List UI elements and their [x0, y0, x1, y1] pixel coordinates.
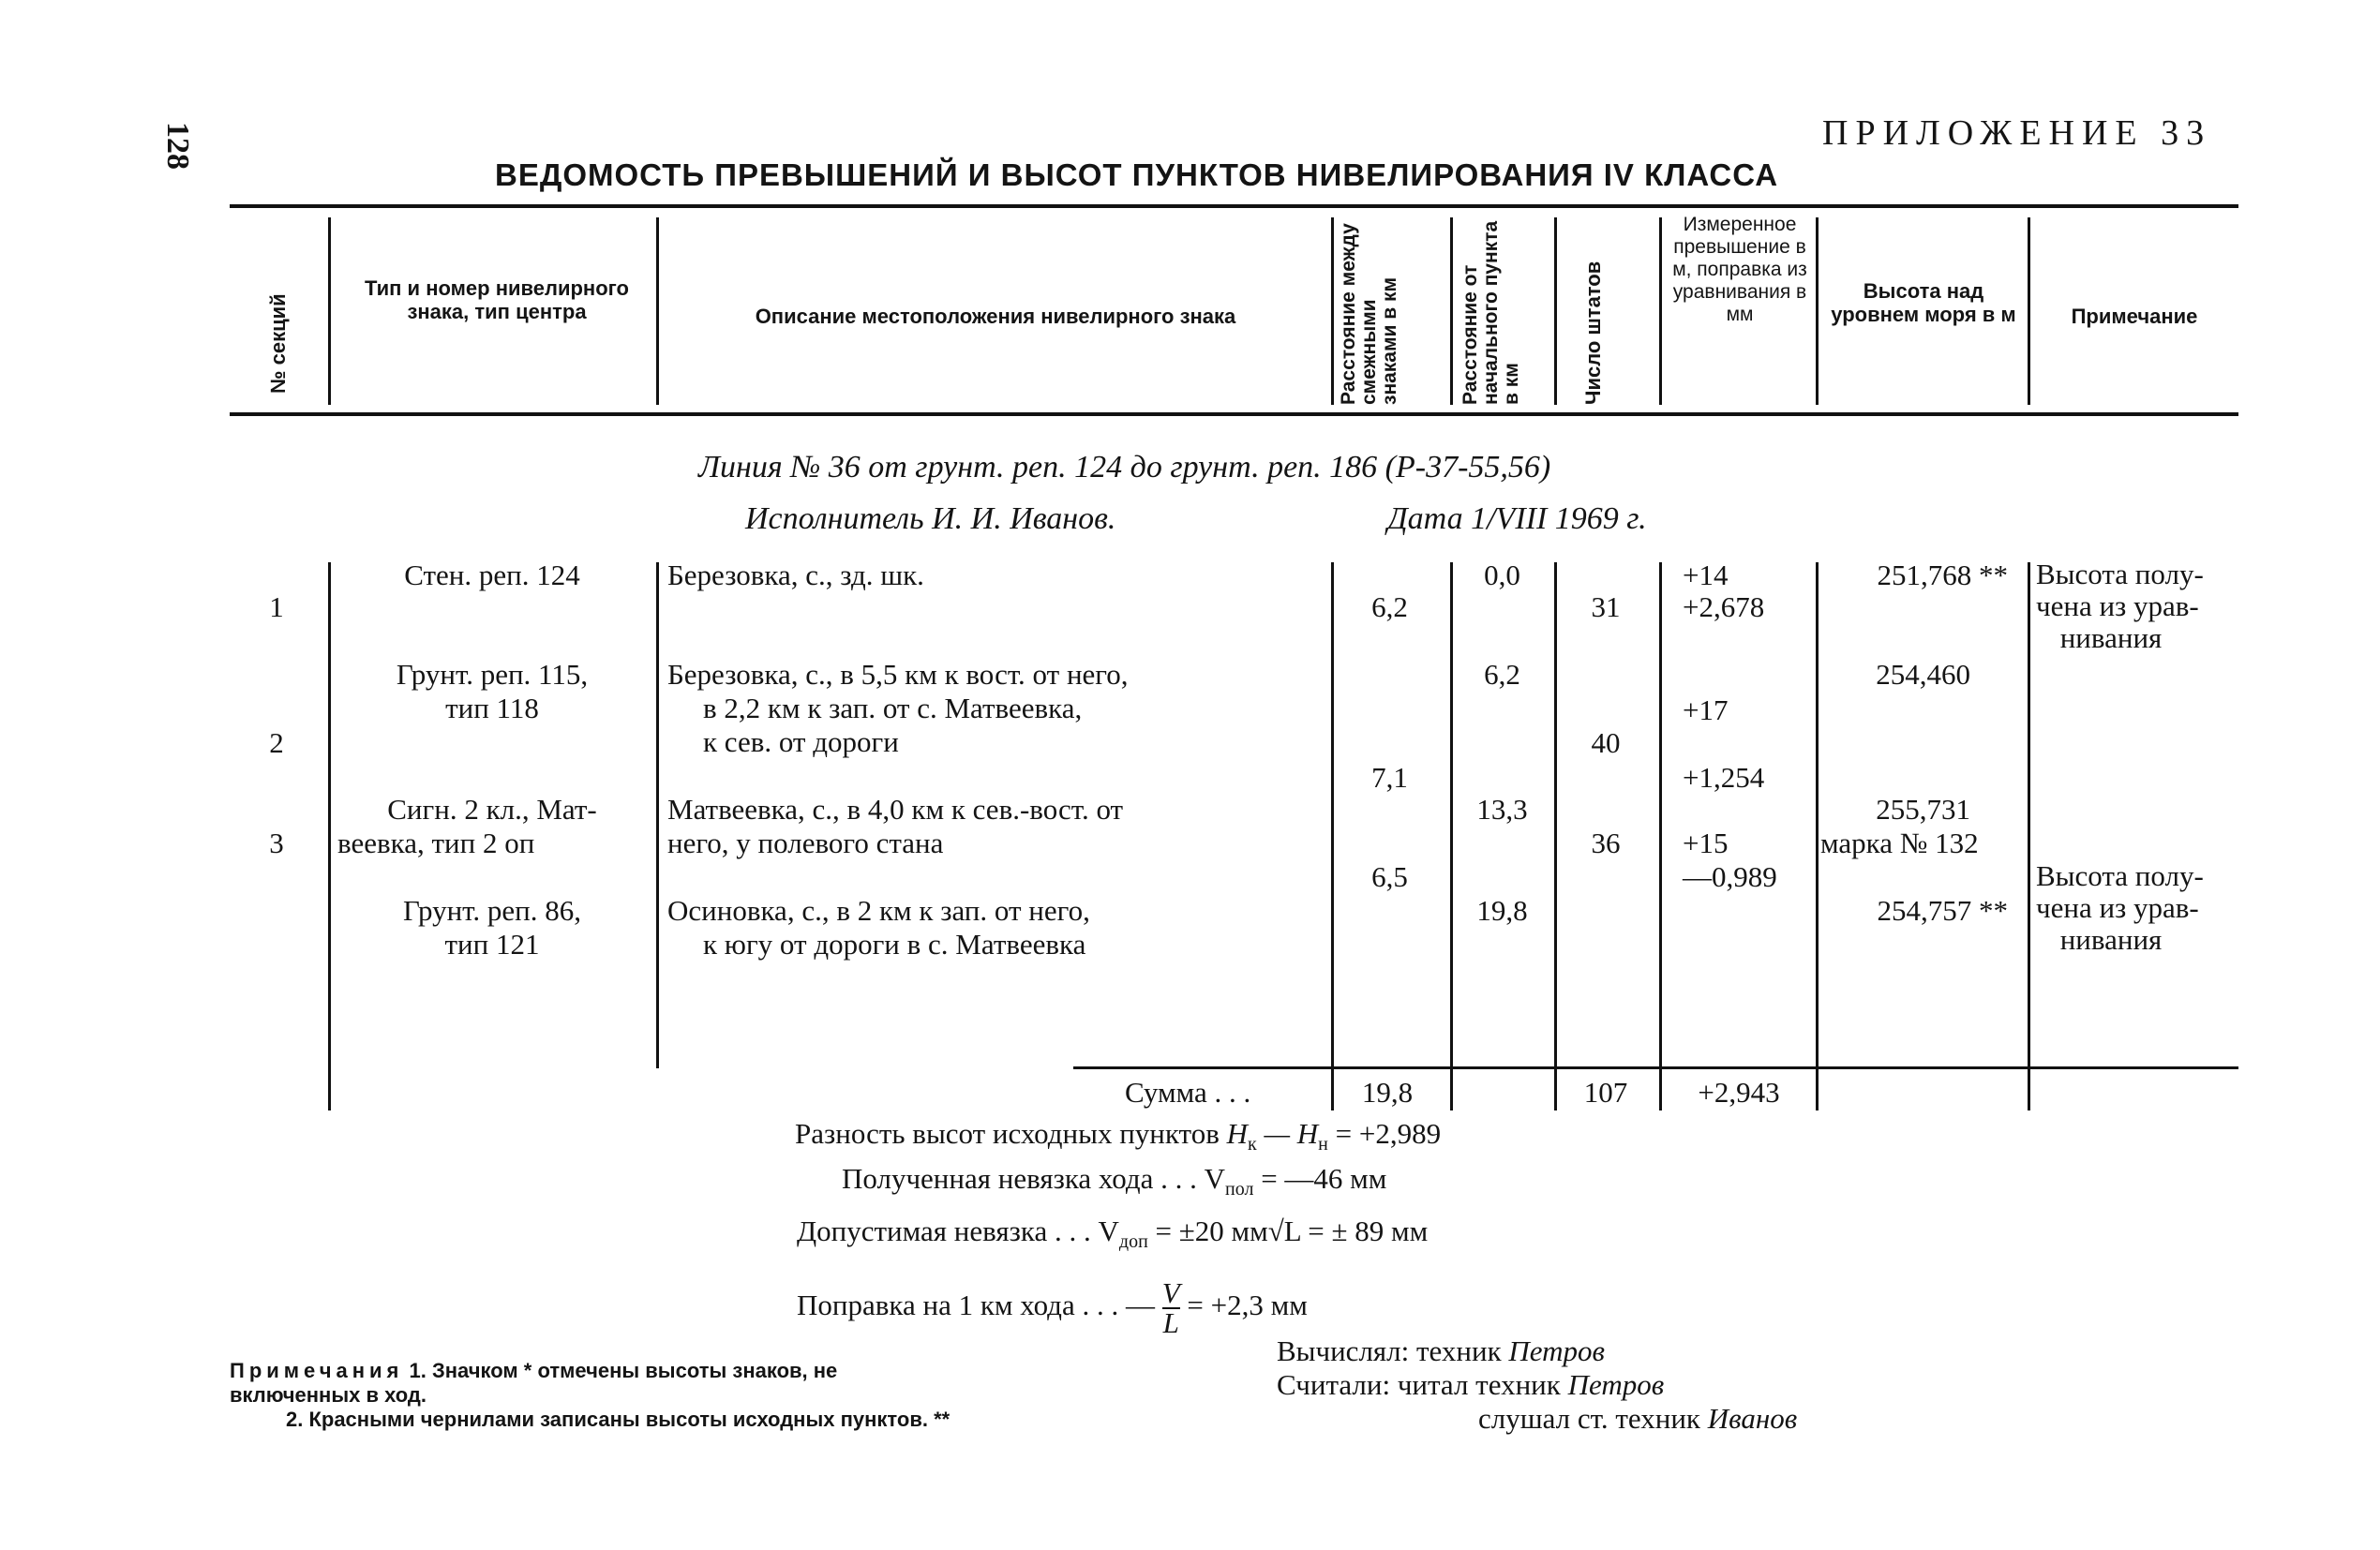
header-distance-between: Расстояние между смежными знаками в км — [1338, 223, 1400, 405]
page-number: 128 — [160, 122, 195, 170]
totals-rule — [1073, 1066, 2238, 1069]
totals-label: Сумма . . . — [1125, 1076, 1251, 1109]
section-elevation: +1,254 — [1683, 761, 1765, 794]
header-sections: № секций — [266, 293, 290, 394]
executor: Исполнитель И. И. Иванов. — [745, 501, 1116, 536]
body-col-sep — [328, 562, 331, 1110]
header-bottom-rule — [230, 412, 2238, 416]
header-description: Описание местоположения нивелирного знака — [755, 305, 1236, 328]
section-distance: 7,1 — [1371, 761, 1408, 794]
height-difference: Разность высот исходных пунктов $H_к$ — $H_н = +2,989$ — [795, 1117, 1442, 1155]
notes: Примечания 1. Значком * отмечены высоты знаков, не включенных в ход. 2. Красными чернилами записаны высоты исходных пунктов. ** — [230, 1359, 951, 1431]
header-mark-type: Тип и номер нивелирного знака, тип центра — [365, 276, 629, 323]
section-number: 1 — [269, 590, 284, 623]
body-col-sep — [1450, 562, 1453, 1110]
header-col-sep — [1816, 217, 1819, 405]
mark-distance-from-start: 19,8 — [1476, 894, 1528, 927]
body-col-sep — [2028, 562, 2030, 1110]
mark-height: 255,731 марка № 132 — [1820, 793, 1979, 859]
mark-type: Грунт. реп. 115, тип 118 — [396, 658, 589, 724]
body-col-sep — [656, 562, 659, 1068]
header-col-sep — [2028, 217, 2030, 405]
mark-note: Высота полу- чена из урав- нивания — [2036, 558, 2204, 654]
mark-description: Осиновка, с., в 2 км к зап. от него, к югу от дороги в с. Матвеевка — [667, 894, 1090, 961]
page-title: ВЕДОМОСТЬ ПРЕВЫШЕНИЙ И ВЫСОТ ПУНКТОВ НИВЕЛИРОВАНИЯ IV КЛАССА — [495, 157, 1779, 192]
header-col-sep — [1659, 217, 1662, 405]
section-correction: +14 — [1683, 559, 1729, 591]
header-top-rule — [230, 204, 2238, 208]
mark-height: 254,757 ** — [1877, 894, 2008, 927]
section-correction: +15 — [1683, 827, 1729, 859]
header-col-sep — [656, 217, 659, 405]
header-measured: Измеренное превышение в м, поправка из уравнивания в мм — [1672, 214, 1807, 325]
section-number: 3 — [269, 827, 284, 859]
mark-description: Березовка, с., зд. шк. — [667, 559, 924, 591]
header-height: Высота над уровнем моря в м — [1831, 279, 2016, 326]
body-col-sep — [1331, 562, 1334, 1110]
header-col-sep — [1450, 217, 1453, 405]
allowed-misclosure: Допустимая невязка . . . $V_{доп} = \pm 20$ мм√L = ± 89 мм — [797, 1215, 1429, 1253]
body-col-sep — [1816, 562, 1819, 1110]
mark-type: Грунт. реп. 86, тип 121 — [403, 894, 581, 961]
km-correction: Поправка на 1 км хода . . . — $\frac{V}{L}$ = +2,3 мм — [797, 1276, 1308, 1339]
line-title: Линия № 36 от грунт. реп. 124 до грунт. реп. 186 (Р-37-55,56) — [698, 450, 1551, 484]
section-elevation: —0,989 — [1683, 860, 1777, 893]
section-stations: 40 — [1591, 726, 1621, 759]
mark-height: 254,460 — [1876, 658, 1970, 691]
mark-description: Березовка, с., в 5,5 км к вост. от него, в 2,2 км к зап. от с. Матвеевка, к сев. от дороги — [667, 658, 1129, 758]
mark-description: Матвеевка, с., в 4,0 км к сев.-вост. от него, у полевого стана — [667, 793, 1124, 859]
mark-note: Высота полу- чена из урав- нивания — [2036, 859, 2204, 956]
mark-type: Сигн. 2 кл., Мат- веевка, тип 2 оп — [337, 793, 597, 859]
signatures: Вычислял: техник Петров Считали: читал техник Петров слушал ст. техник Иванов — [1277, 1334, 1798, 1435]
appendix-label: ПРИЛОЖЕНИЕ 33 — [1822, 113, 2212, 153]
mark-distance-from-start: 6,2 — [1484, 658, 1520, 691]
totals-distance: 19,8 — [1361, 1076, 1414, 1109]
section-distance: 6,2 — [1371, 590, 1408, 623]
section-elevation: +2,678 — [1683, 590, 1765, 623]
mark-height: 251,768 ** — [1877, 559, 2008, 591]
section-correction: +17 — [1683, 693, 1729, 726]
mark-type: Стен. реп. 124 — [404, 559, 580, 591]
totals-elevation: +2,943 — [1698, 1076, 1780, 1109]
header-col-sep — [1554, 217, 1557, 405]
header-note: Примечание — [2071, 305, 2198, 328]
mark-distance-from-start: 0,0 — [1484, 559, 1520, 591]
obtained-misclosure: Полученная невязка хода . . . $V_{пол}$ = —46 мм — [842, 1162, 1387, 1200]
header-col-sep — [1331, 217, 1334, 405]
section-distance: 6,5 — [1371, 860, 1408, 893]
section-number: 2 — [269, 726, 284, 759]
header-stations: Число штатов — [1581, 261, 1605, 405]
section-stations: 36 — [1591, 827, 1621, 859]
header-col-sep — [328, 217, 331, 405]
header-distance-from-start: Расстояние от начального пункта в км — [1459, 220, 1522, 405]
date: Дата 1/VIII 1969 г. — [1387, 501, 1647, 536]
mark-distance-from-start: 13,3 — [1476, 793, 1528, 826]
body-col-sep — [1554, 562, 1557, 1110]
totals-stations: 107 — [1583, 1076, 1628, 1109]
body-col-sep — [1659, 562, 1662, 1110]
section-stations: 31 — [1591, 590, 1621, 623]
